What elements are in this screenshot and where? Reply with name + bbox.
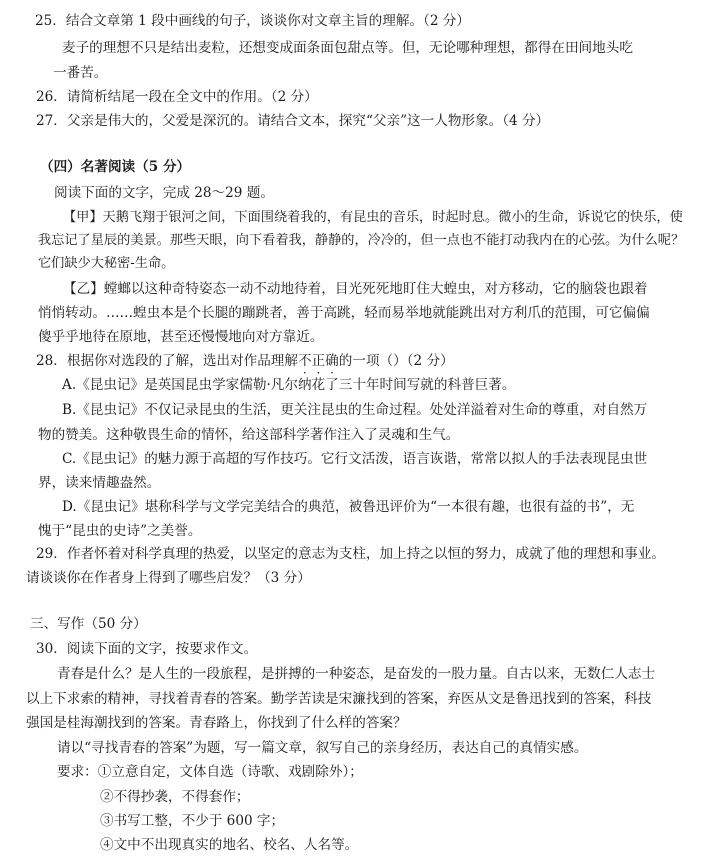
q28-option-d-line2: 愧于“昆虫的史诗”之美誉。	[38, 523, 202, 539]
prompt-paragraph1-line1: 青春是什么？是人生的一段旅程，是拼搏的一种姿态，是奋发的一股力量。自古以来，无数仁人志士	[57, 666, 656, 682]
requirement-1: 要求：①立意自定，文体自选（诗歌、戏剧除外）；	[57, 764, 363, 780]
emphasis-char-3: 确	[325, 353, 339, 369]
q25-quote-line1: 麦子的理想不只是结出麦粒，还想变成面条面包甜点等。但，无论哪种理想，都得在田间地头吃	[62, 40, 633, 56]
excerpt-jia-line2: 我忘记了星辰的美景。那些天眼，向下看着我，静静的，冷冷的，但一点也不能打动我内在的心弦。为什么呢？	[38, 233, 685, 248]
q26-question: 26．请简析结尾一段在全文中的作用。（2 分）	[36, 89, 318, 105]
requirement-4: ④文中不出现真实的地名、校名、人名等。	[100, 837, 359, 853]
q28-option-d-line1: D.《昆虫记》堪称科学与文学完美结合的典范，被鲁迅评价为“一本很有趣，也很有益的书”，无	[62, 499, 635, 515]
q28-option-b-line2: 物的赞美。这种敬畏生命的情怀，给这部科学著作注入了灵魂和生气。	[38, 427, 460, 443]
q29-line1: 29．作者怀着对科学真理的热爱，以坚定的意志为支柱，加上持之以恒的努力，成就了他的理想和事业。	[36, 546, 666, 562]
prompt-paragraph1-line3: 强国是桂海潮找到的答案。青春路上，你找到了什么样的答案？	[26, 715, 407, 731]
q27-question: 27．父亲是伟大的，父爱是深沉的。请结合文本，探究“父亲”这一人物形象。（4 分）	[36, 113, 550, 129]
q25-question: 25．结合文章第 1 段中画线的句子，谈谈你对文章主旨的理解。（2 分）	[35, 13, 470, 29]
q28-option-b-line1: B.《昆虫记》不仅记录昆虫的生活，更关注昆虫的生命过程。处处洋溢着对生命的尊重，对自然万	[62, 402, 648, 418]
q25-quote-line2: 一番苦。	[53, 65, 108, 81]
q30-instruction: 30．阅读下面的文字，按要求作文。	[36, 641, 258, 657]
section4-instruction: 阅读下面的文字，完成 28～29 题。	[54, 185, 274, 201]
excerpt-yi-line3: 傻乎乎地待在原地，甚至还慢慢地向对方靠近。	[38, 329, 324, 345]
q28-question: 28．根据你对选段的了解，选出对作品理解不正确的一项（）（2 分）	[36, 349, 454, 374]
section3-heading: 三、写作（50 分）	[30, 616, 147, 632]
q29-line2: 请谈谈你在作者身上得到了哪些启发？（3 分）	[26, 570, 311, 586]
prompt-paragraph2: 请以“寻找青春的答案”为题，写一篇文章，叙写自己的亲身经历，表达自己的真情实感。	[57, 740, 588, 756]
excerpt-jia-line1: 【甲】天鹅飞翔于银河之间，下面围绕着我的，有昆虫的音乐，时起时息。微小的生命，诉说它的快乐，使	[63, 210, 683, 225]
excerpt-yi-line1: 【乙】螳螂以这种奇特姿态一动不动地待着，目光死死地盯住大蝗虫，对方移动，它的脑袋也跟着	[63, 281, 648, 297]
q28-option-c-line2: 界，读来情趣盎然。	[38, 475, 161, 491]
section4-heading: （四）名著阅读（5 分）	[40, 159, 191, 175]
emphasis-char-2: 正	[311, 353, 326, 369]
requirement-2: ②不得抄袭，不得套作；	[100, 789, 250, 805]
emphasis-char-1: 不	[297, 353, 312, 369]
q28-option-c-line1: C.《昆虫记》的魅力源于高超的写作技巧。它行文活泼，语言诙谐，常常以拟人的手法表现昆虫世	[62, 451, 648, 467]
excerpt-jia-line3: 它们缺少大秘密-生命。	[38, 256, 175, 271]
excerpt-yi-line2: 悄悄转动。……蝗虫本是个长腿的蹦跳者，善于高跳，轻而易举地就能跳出对方利爪的范围，可它偏偏	[38, 305, 650, 321]
requirement-3: ③书写工整，不少于 600 字；	[100, 813, 285, 829]
prompt-paragraph1-line2: 以上下求索的精神，寻找着青春的答案。勤学苦读是宋濂找到的答案，弃医从文是鲁迅找到的答案，科技	[26, 691, 652, 707]
q28-option-a: A.《昆虫记》是英国昆虫学家儒勒·凡尔纳花了三十年时间写就的科普巨著。	[62, 377, 516, 393]
